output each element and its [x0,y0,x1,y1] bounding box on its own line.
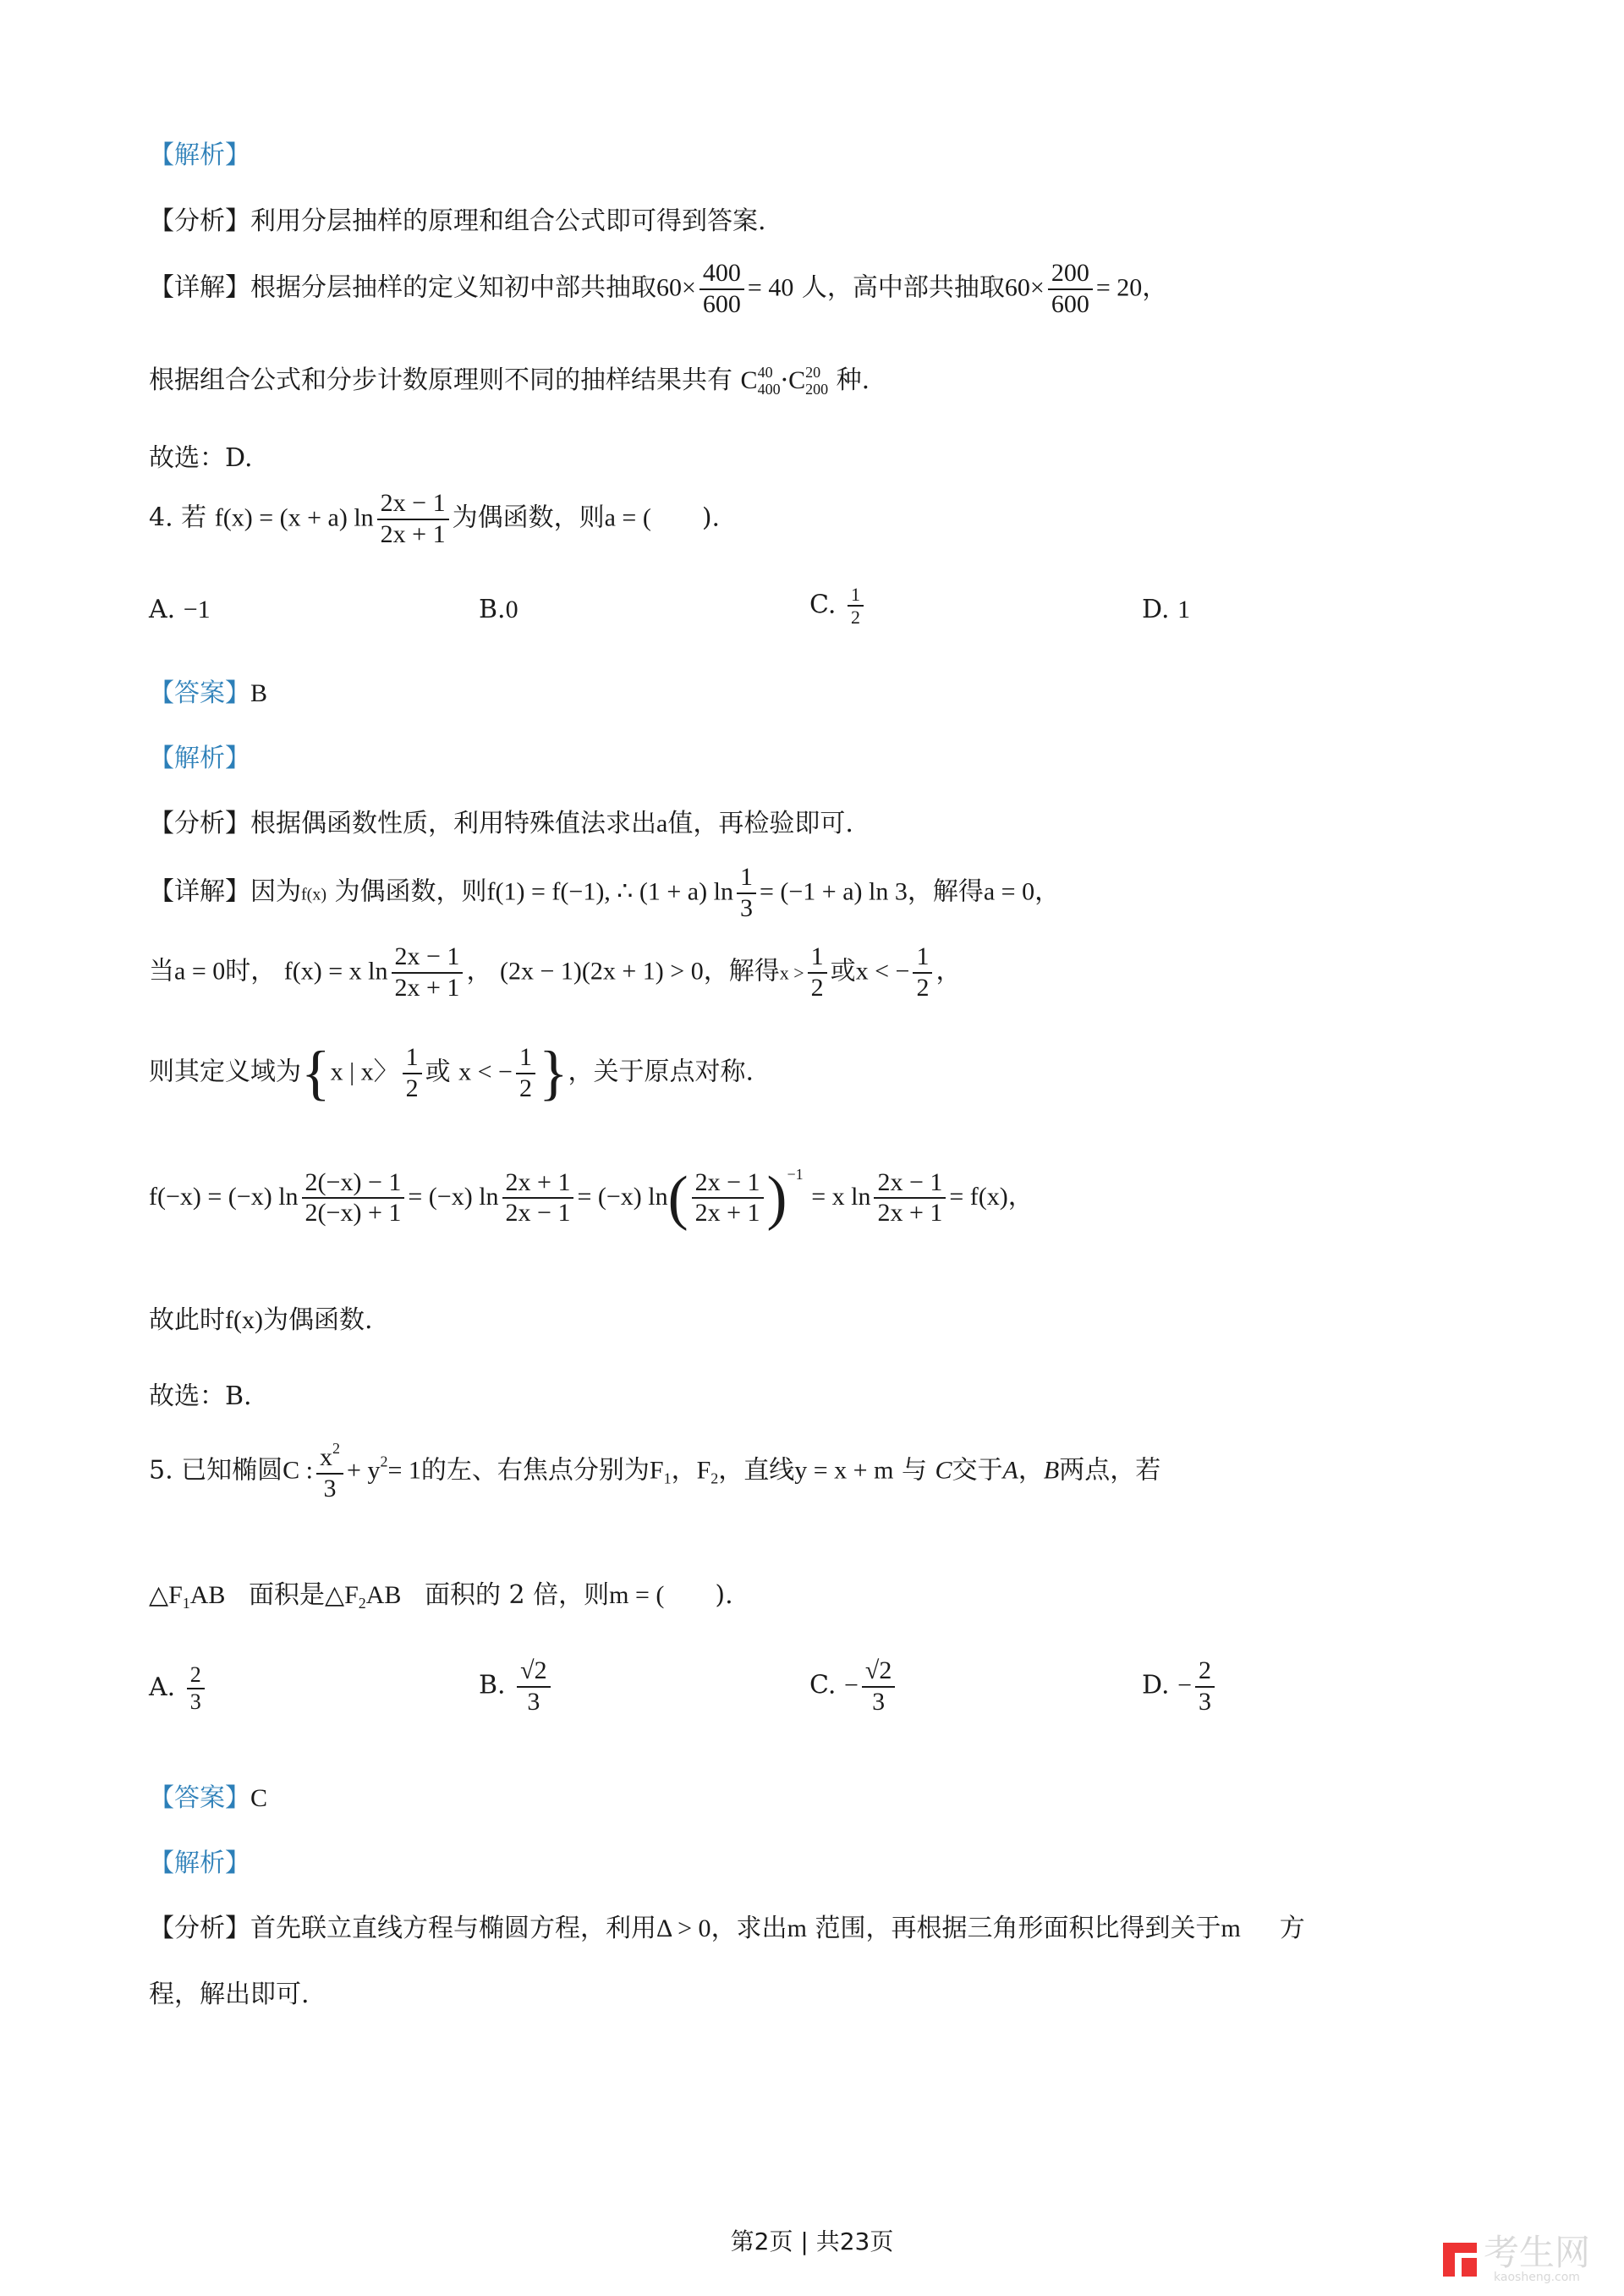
q5-fenxi-cont: 程，解出即可. [149,1980,310,2009]
logo-icon [1443,2243,1477,2277]
q5-option-a: A. $\frac{2}{3}$ [149,1662,208,1715]
q4-xiangjie-1: 【详解】因为f(x) 为偶函数，则f(1) = f(−1), ∴ (1 + a) ln $\frac{1}{3}$ = (−1 + a) ln 3，解得a = 0， [149,863,1061,922]
site-logo [1443,2232,1590,2284]
fraction: $\frac{400}{600}$ [700,259,744,319]
logo-text: 考生网 [1483,2232,1590,2273]
q4-xiangjie-2: 当a = 0时， f(x) = x ln $\frac{2x - 1}{2x + 1}$ ， (2x − 1)(2x + 1) > 0，解得x > $\frac{1}{2}$ 或x < − $\frac{1}{2}$ ， [149,942,962,1002]
fraction: $\frac{1}{2}$ [913,942,932,1002]
logo-url: kaosheng.com [1494,2271,1580,2284]
fraction: $\frac{x^2}{3}$ [316,1440,343,1503]
q4-option-a: A. −1 [149,595,211,624]
fraction: $\frac{2}{3}$ [187,1662,205,1715]
q4-option-b: B.0 [479,595,518,624]
fraction: $\frac{2(-x) - 1}{2(-x) + 1}$ [302,1168,405,1228]
q5-option-b: B. $\frac{√2}{3}$ [479,1656,554,1717]
page-footer: 第2页 | 共23页 [730,2227,894,2255]
q3-combination-line: 根据组合公式和分步计数原理则不同的抽样结果共有 C 40 400 ·C 20 200 种. [149,364,870,398]
q5-fenxi: 【分析】首先联立直线方程与椭圆方程，利用Δ > 0，求出m 范围，再根据三角形面积比得到关于m 方 [149,1914,1305,1943]
fraction: $\frac{1}{2}$ [403,1043,422,1103]
fraction: $\frac{√2}{3}$ [862,1656,895,1717]
q3-fenxi: 【分析】利用分层抽样的原理和组合公式即可得到答案. [149,206,766,236]
q3-jiexi-heading: 【解析】 [149,140,250,170]
q5-jiexi-heading: 【解析】 [149,1848,250,1878]
q5-stem-1: 5. 已知椭圆C : $\frac{x^2}{3}$ + $y^2= 1$的左、右焦点分别为$F_1$，$F_2$，直线y = x + m 与 C交于A，B两点，若 [149,1440,1161,1502]
q4-xiangjie-5: 故此时f(x)为偶函数. [149,1305,373,1335]
q4-xiangjie-3: 则其定义域为{x | x〉 $\frac{1}{2}$ 或 x < − $\frac{1}{2}$ }，关于原点对称. [149,1039,754,1107]
fraction: $\frac{1}{2}$ [808,942,827,1002]
fraction: $\frac{1}{2}$ [848,584,864,629]
fraction: $\frac{200}{600}$ [1048,259,1093,319]
q4-option-c: C. $\frac{1}{2}$ [809,584,867,629]
fraction: $\frac{2x - 1}{2x + 1}$ [377,489,449,549]
q5-answer: 【答案】C [149,1783,268,1813]
fraction: $\frac{1}{3}$ [737,863,756,923]
fraction: $\frac{1}{2}$ [516,1043,535,1103]
fraction: $\frac{2x - 1}{2x + 1}$ [874,1168,946,1228]
q5-option-d: D. − $\frac{2}{3}$ [1142,1656,1218,1717]
fraction: $\frac{√2}{3}$ [517,1656,550,1717]
fraction: $\frac{2x + 1}{2x - 1}$ [502,1168,574,1228]
q3-xiangjie: 【详解】根据分层抽样的定义知初中部共抽取60× $\frac{400}{600}$ = 40 人，高中部共抽取60× $\frac{200}{600}$ = 20， [149,259,1168,318]
q3-guxuan: 故选：D. [149,443,253,473]
q4-fenxi: 【分析】根据偶函数性质，利用特殊值法求出a值，再检验即可. [149,809,853,838]
q4-jiexi-heading: 【解析】 [149,744,250,773]
q4-answer: 【答案】B [149,678,268,708]
fraction: $\frac{2x - 1}{2x + 1}$ [392,942,464,1002]
q5-option-c: C. − $\frac{√2}{3}$ [809,1656,898,1717]
q4-xiangjie-4: f(−x) = (−x) ln $\frac{2(-x) - 1}{2(-x) + 1}$ = (−x) ln $\frac{2x + 1}{2x - 1}$ = (−x) ln( $\frac{2x - 1}{2x + 1}$ )$^{-1}$ = x ln $\frac{2x - 1}{2x + 1}$ = f(x)， [149,1163,1034,1232]
q4-stem: 4. 若 f(x) = (x + a) ln $\frac{2x - 1}{2x + 1}$ 为偶函数，则a = ( ). [149,489,721,548]
fraction: $\frac{2}{3}$ [1195,1656,1215,1717]
q4-option-d: D. 1 [1142,595,1191,624]
fraction: $\frac{2x - 1}{2x + 1}$ [692,1168,764,1228]
q5-stem-2: $\triangle F_1AB$ 面积是$\triangle F_2AB$ 面积的 2 倍，则m = ( ). [149,1580,733,1612]
q4-guxuan: 故选：B. [149,1381,252,1411]
